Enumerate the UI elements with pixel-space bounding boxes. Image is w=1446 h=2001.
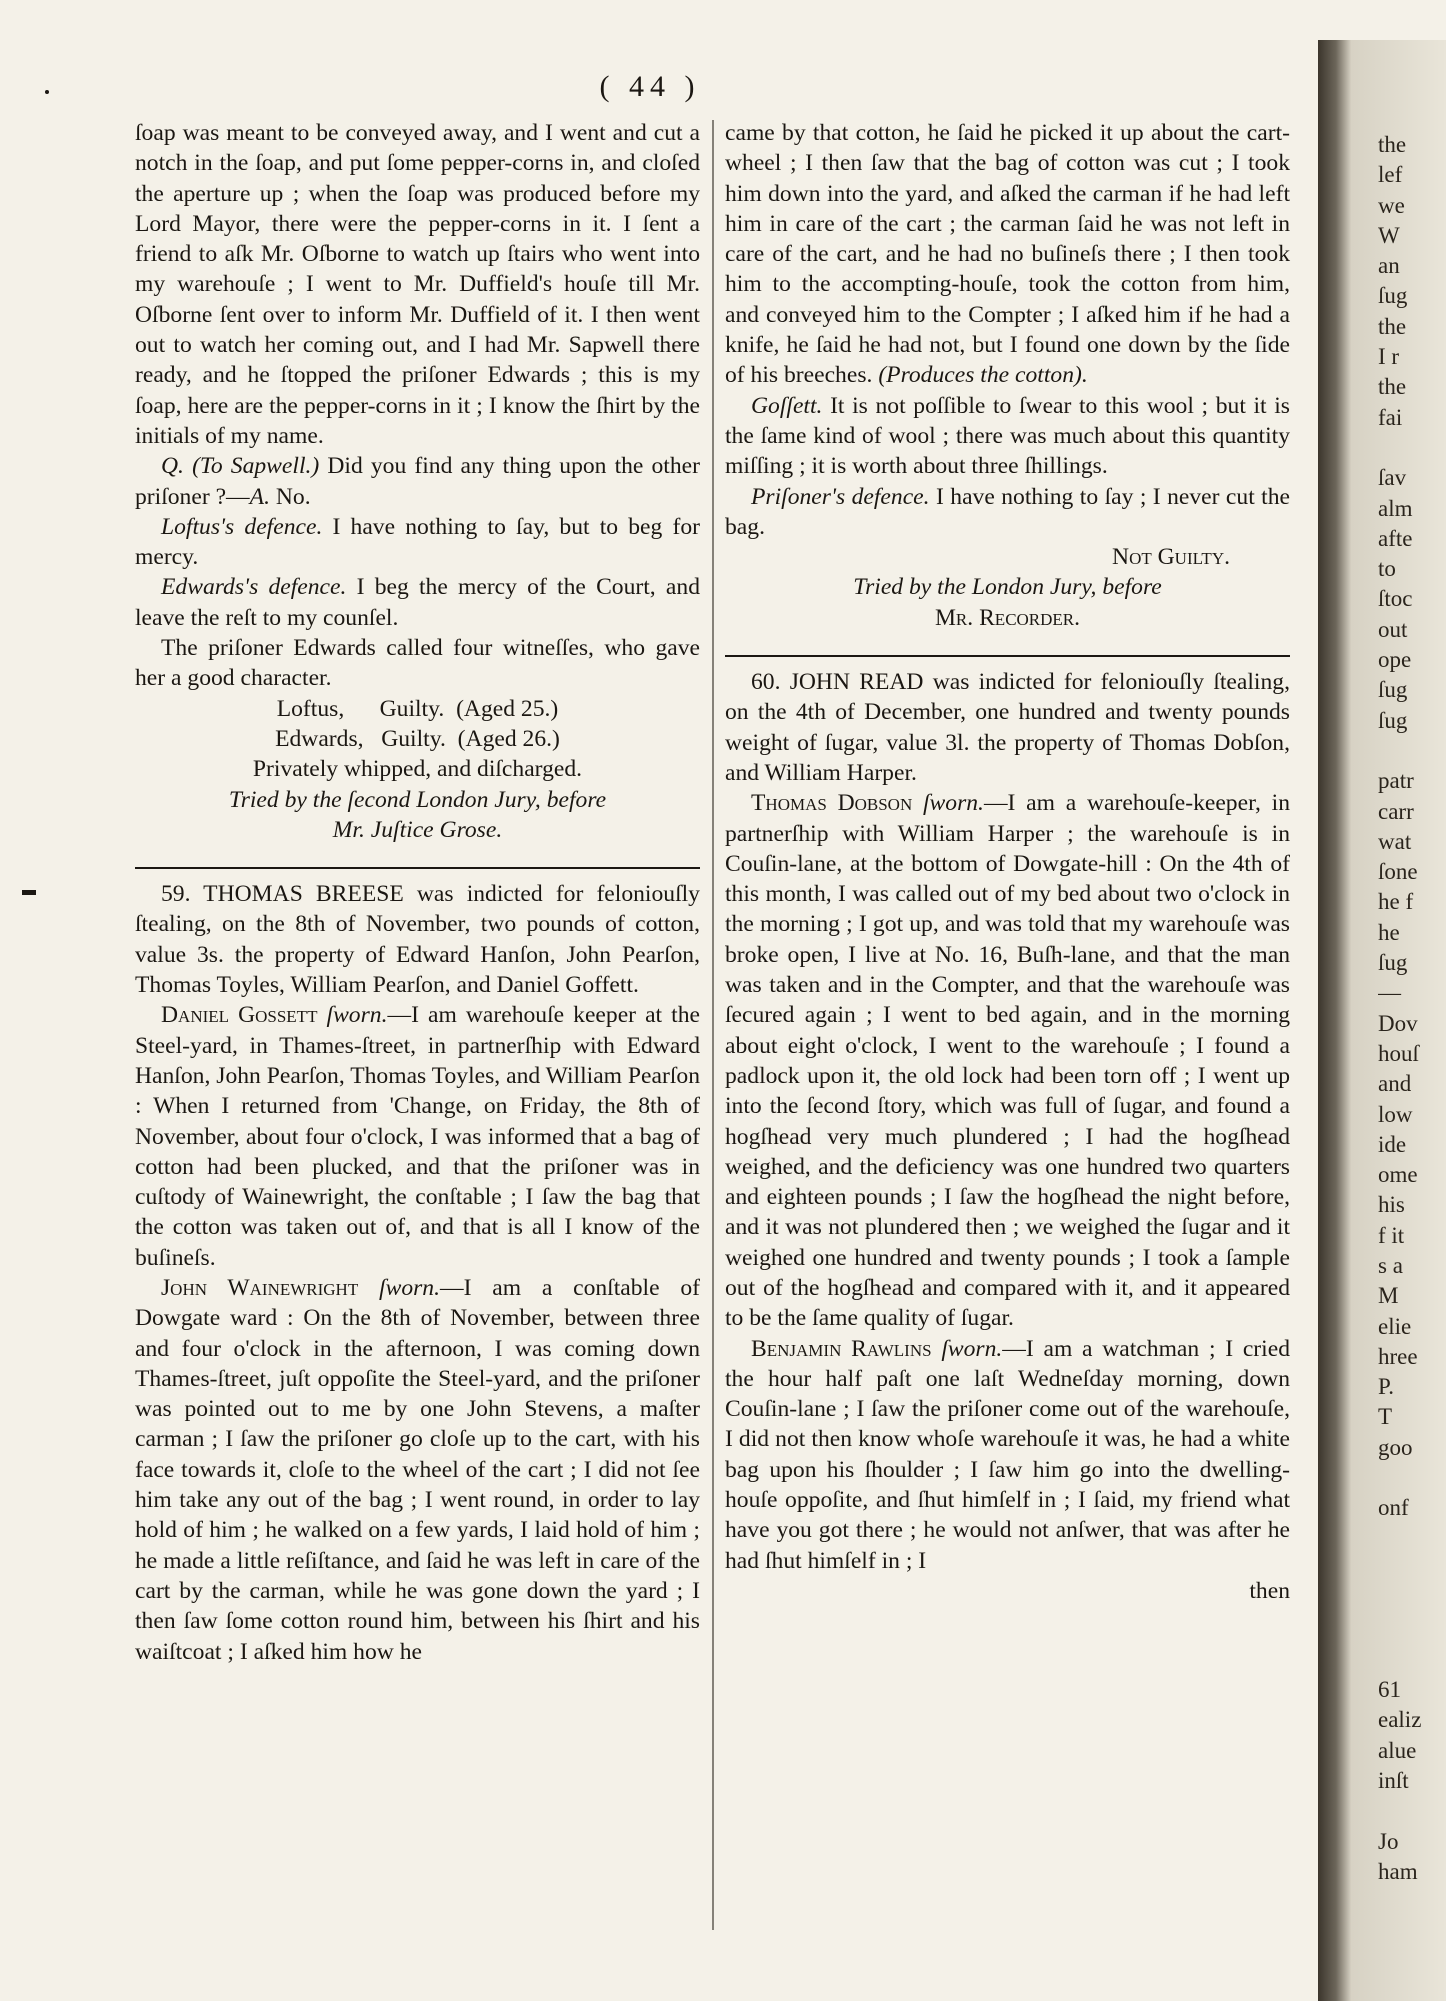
testimony-text: —I am a conſtable of Dowgate ward : On the 8th of November, between three and four o'clock in the afternoon, I was coming down Thames-ſtreet, juſt oppoſite the Steel-yard, and the priſoner was pointed out to me by one John Stevens, a maſter carman ; I ſaw the priſoner go cloſe up to the cart, with his face towards it, cloſe to the wheel of the cart ; I did not ſee him take any out of the bag ; I went round, in order to lay hold of him ; he walked on a few yards, I laid hold of him ; he made a little reſiſtance, and ſaid he was left in care of the cart by the carman, while he was gone down the yard ; I then ſaw ſome cotton round him, between his ſhirt and his waiſtcoat ; I aſked him how he — [135, 1274, 701, 1665]
case-60-header — [725, 667, 1290, 788]
testimony-gossett — [135, 1000, 700, 1273]
bleed-fragment: afte — [1378, 525, 1413, 551]
bleed-fragment: goo — [1378, 1434, 1413, 1460]
bleed-fragment: the — [1378, 313, 1407, 339]
bleed-fragment — [1378, 1615, 1446, 1645]
question-q: Q. — [161, 453, 184, 480]
bleed-fragment: I r — [1378, 344, 1400, 370]
defence-text: I have nothing to ſay ; I never cut the bag. — [725, 483, 1291, 540]
bleed-fragment: wat — [1378, 828, 1412, 854]
case-59-header — [135, 879, 700, 1000]
bleed-fragment: houſ — [1378, 1040, 1419, 1066]
question-answer: No. — [269, 483, 311, 510]
bleed-fragment: patr — [1378, 768, 1414, 794]
bleed-fragment: to — [1378, 556, 1396, 582]
continuation-text: came by that cotton, he ſaid he picked it up about the cart-wheel ; I then ſaw that the bag of cotton was cut ; I took him down into the yard, and aſked the carman if he had left him in care of the cart ; the carman ſaid he was not left in care of the cart, and he had no buſineſs there ; I then took him to the accompting-houſe, took the cotton from him, and conveyed him to the Compter ; I aſked him if he had a knife, he ſaid he had not, but I found one down by the ſide of his breeches. — [725, 120, 1290, 389]
bleed-fragment — [1378, 1645, 1446, 1675]
question-to: (To Sapwell.) — [192, 453, 320, 480]
bleed-fragment: T — [1378, 1404, 1393, 1430]
page-number: ( 44 ) — [599, 70, 701, 103]
continuation-paragraph — [725, 118, 1290, 391]
question-a: A. — [249, 483, 270, 510]
bleed-fragment: ſav — [1378, 465, 1407, 491]
defence-label: Edwards's defence. — [161, 574, 347, 601]
bleed-fragment: Dov — [1378, 1010, 1418, 1036]
stage-direction: (Produces the cotton). — [878, 362, 1088, 389]
statement-text: It is not poſſible to ſwear to this wool ; but it is the ſame kind of wool ; there was much about this quantity miſſing ; it is worth about three ſhillings. — [725, 392, 1290, 480]
bleed-fragment: ope — [1378, 647, 1412, 673]
bleed-fragment: elie — [1378, 1313, 1412, 1339]
bleed-fragment: P. — [1378, 1374, 1394, 1400]
bleed-fragment: ſtoc — [1378, 586, 1413, 612]
sentence: Privately whipped, and diſcharged. — [252, 756, 583, 783]
bleed-fragment: hree — [1378, 1343, 1418, 1369]
bleed-fragment — [1378, 736, 1446, 766]
right-column — [725, 118, 1290, 1606]
bleed-fragment: carr — [1378, 798, 1414, 824]
testimony-text: —I am warehouſe keeper at the Steel-yard, in Thames-ſtreet, in partnerſhip with Edward Hanſon, John Pearſon, Thomas Toyles, and William Pearſon : When I returned from 'Change, on Friday, the 8th of November, about four o'clock, I was informed that a bag of cotton had been plucked, and that the priſoner was in cuſtody of Wainewright, the conſtable ; I ſaw the bag that the cotton was taken out of, and that is all I know of the buſineſs. — [135, 1002, 700, 1271]
column-divider — [712, 120, 714, 1930]
bleed-fragment: Jo — [1378, 1828, 1399, 1854]
bleed-fragment — [1378, 1584, 1446, 1614]
sworn-label: ſworn. — [941, 1335, 1003, 1362]
bleed-fragment: M — [1378, 1283, 1399, 1309]
bleed-fragment: the — [1378, 374, 1407, 400]
bleed-fragment: his — [1378, 1192, 1405, 1218]
verdict-line: Edwards, Guilty. (Aged 26.) — [275, 725, 560, 752]
testimony-text: —I am a warehouſe-keeper, in partnerſhip with William Harper ; the warehouſe is in Couſin-lane, at the bottom of Dowgate-hill : On the 4th of this month, I was called out of my bed about two o'clock in the morning ; I got up, and was told that my warehouſe was broke open, I live at No. 16, Buſh-lane, and that the man was taken and in the Compter, and that the warehouſe was ſecured again ; I went to bed again, and in the morning about eight o'clock, I went to the warehouſe ; I found a padlock upon it, the old lock had been torn off ; I went up into the ſecond ſtory, which was full of ſugar, and found a hogſhead very much plundered ; I had the hogſhead weighed, and the deficiency was one hundred two quarters and eighteen pounds ; I ſaw the hogſhead the night before, and it was not plundered then ; we weighed the ſugar and it weighed one hundred and twenty pounds ; I took a ſample out of the hogſhead and compared with it, and it appeared to be the ſame quality of ſugar. — [725, 790, 1290, 1332]
bleed-fragment: ide — [1378, 1131, 1407, 1157]
speaker-label: Goſſett. — [751, 392, 823, 419]
bleed-fragment: ſug — [1378, 283, 1408, 309]
margin-mark — [22, 890, 36, 895]
prisoner-defence — [725, 482, 1290, 543]
testimony-dobson — [725, 788, 1290, 1333]
defence-label: Priſoner's defence. — [751, 483, 930, 510]
bleed-fragment: we — [1378, 192, 1405, 218]
bleed-fragment: he f — [1378, 889, 1414, 915]
witness-name: John Wainewright — [161, 1274, 359, 1301]
goffett-statement — [725, 391, 1290, 482]
defence-text: I beg the mercy of the Court, and leave the reſt to my counſel. — [135, 574, 700, 631]
defence-text: I have nothing to ſay, but to beg for mercy. — [135, 513, 700, 571]
witness-name: Benjamin Rawlins — [751, 1335, 932, 1362]
bleed-fragment: and — [1378, 1071, 1412, 1097]
bleed-fragment: ſug — [1378, 677, 1408, 703]
section-rule — [135, 867, 700, 869]
testimony-wainewright — [135, 1273, 700, 1667]
catchword: then — [1249, 1577, 1290, 1604]
bleed-fragment: alm — [1378, 495, 1413, 521]
bleed-fragment: ealiz — [1378, 1707, 1422, 1733]
sworn-label: ſworn. — [922, 790, 984, 817]
sworn-label: ſworn. — [326, 1002, 388, 1029]
bleed-fragment: the — [1378, 132, 1407, 157]
bleed-fragment: ſone — [1378, 859, 1418, 885]
witness-name: Daniel Gossett — [161, 1002, 318, 1029]
bleed-fragment: lef — [1378, 162, 1403, 188]
bleed-fragment — [1378, 1796, 1446, 1826]
sworn-label: ſworn. — [379, 1274, 440, 1301]
bleed-fragment — [1378, 1554, 1446, 1584]
question-paragraph — [135, 451, 700, 512]
case-title: 60. JOHN READ — [751, 669, 924, 696]
bleed-fragment: onf — [1378, 1495, 1409, 1521]
tried-line: Tried by the London Jury, before — [853, 574, 1162, 601]
witnesses-paragraph: The priſoner Edwards called four witneſſes, who gave her a good character. — [135, 635, 700, 692]
bleed-fragment: ſug — [1378, 707, 1408, 733]
bleed-fragment: alue — [1378, 1737, 1417, 1763]
bleed-fragment: fai — [1378, 404, 1403, 430]
tried-line: Mr. Juſtice Grose. — [332, 816, 503, 843]
tried-line: Mr. Recorder. — [934, 604, 1081, 631]
bleed-fragment: ham — [1378, 1858, 1418, 1884]
tried-line: Tried by the ſecond London Jury, before — [228, 786, 607, 813]
bleed-fragment: ſug — [1378, 950, 1408, 976]
case-title: 59. THOMAS BREESE — [161, 881, 404, 908]
verdict-line: Loftus, Guilty. (Aged 25.) — [276, 695, 559, 722]
bleed-fragment — [1378, 1463, 1446, 1493]
question-text: Did you find any thing upon the other priſoner ?— — [135, 453, 700, 510]
bleed-fragment: out — [1378, 616, 1408, 642]
testimony-rawlins — [725, 1334, 1290, 1576]
bleed-fragment: inſt — [1378, 1768, 1409, 1794]
testimony-text: —I am a watchman ; I cried the hour half paſt one laſt Wedneſday morning, down Couſin-lane ; I ſaw the priſoner come out of the warehouſe, I did not then know whoſe warehouſe it was, he had a white bag upon his ſhoulder ; I ſaw him go into the dwelling-houſe oppoſite, and ſhut himſelf in ; I ſaid, my friend what have you got there ; he would not anſwer, that was after he had ſhut himſelf in ; I — [725, 1335, 1290, 1574]
loftus-defence — [135, 512, 700, 573]
section-rule — [725, 655, 1290, 657]
witness-name: Thomas Dobson — [751, 790, 913, 817]
left-column — [135, 118, 700, 1667]
bleed-fragment: W — [1378, 222, 1400, 248]
edwards-defence — [135, 572, 700, 633]
bleed-fragment: ome — [1378, 1162, 1418, 1188]
next-page-bleed — [1378, 130, 1446, 1887]
bleed-fragment: low — [1378, 1101, 1413, 1127]
case-text: was indicted for feloniouſly ſtealing, on the 4th of December, one hundred and twenty pounds weight of ſugar, value 3l. the property of Thomas Dobſon, and William Harper. — [725, 669, 1290, 786]
verdict-line: Not Guilty. — [1112, 544, 1230, 571]
bleed-fragment — [1378, 1524, 1446, 1554]
defence-label: Loftus's defence. — [161, 513, 323, 540]
bleed-fragment: he — [1378, 919, 1400, 945]
bleed-fragment: 61 — [1378, 1677, 1401, 1703]
case-text: was indicted for feloniouſly ſtealing, on the 8th of November, two pounds of cotton, value 3s. the property of Edward Hanſon, John Pearſon, Thomas Toyles, William Pearſon, and Daniel Goffett. — [135, 881, 700, 999]
bleed-fragment: — — [1378, 980, 1401, 1006]
bleed-fragment — [1378, 433, 1446, 463]
bleed-fragment: s a — [1378, 1252, 1403, 1278]
margin-speck — [45, 90, 49, 94]
paragraph: ſoap was meant to be conveyed away, and I went and cut a notch in the ſoap, and put ſome pepper-corns in, and cloſed the aperture up ; when the ſoap was produced before my Lord Mayor, there were the pepper-corns in it. I ſent a friend to aſk Mr. Oſborne to watch up ſtairs who went into my warehouſe ; I went to Mr. Duffield's houſe till Mr. Oſborne ſent over to inform Mr. Duffield of it. I then went out to watch her coming out, and I had Mr. Sapwell there ready, and he ſtopped the priſoner Edwards ; this is my ſoap, here are the pepper-corns in it ; I know the ſhirt by the initials of my name. — [135, 120, 700, 449]
bleed-fragment: an — [1378, 253, 1400, 279]
bleed-fragment: f it — [1378, 1222, 1405, 1248]
